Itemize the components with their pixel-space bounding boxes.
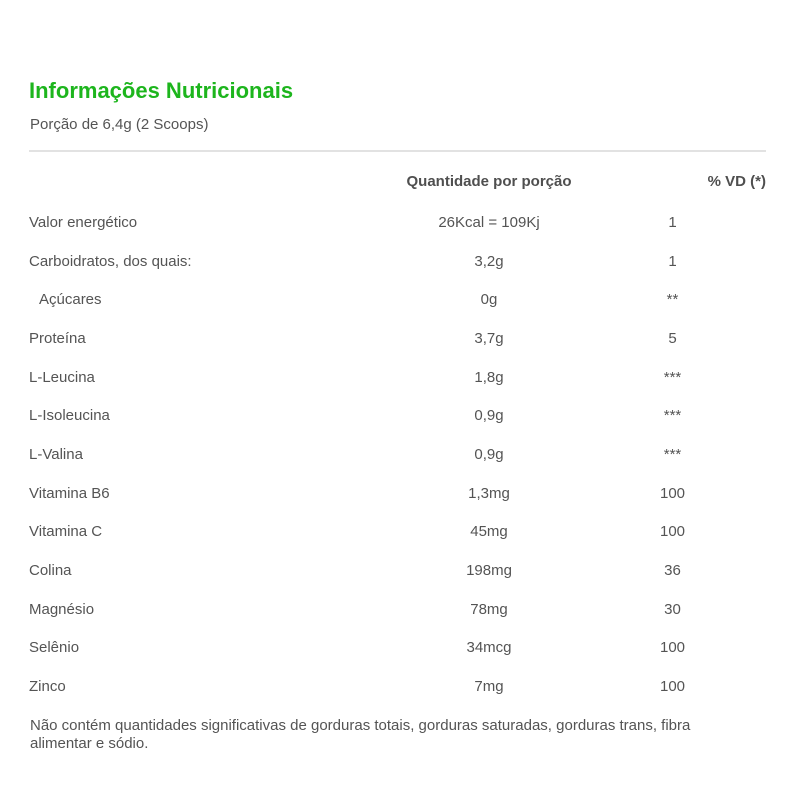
- table-row: [29, 513, 766, 552]
- table-row: [29, 396, 766, 435]
- nutrient-quantity: 0,9g: [474, 407, 504, 425]
- nutrient-label: Zinco: [29, 678, 66, 696]
- nutrient-daily-value: 100: [659, 639, 686, 657]
- nutrient-daily-value: 100: [659, 523, 686, 541]
- nutrition-table: [29, 150, 766, 706]
- nutrient-label: Valor energético: [29, 213, 138, 231]
- nutrient-daily-value: 1: [668, 252, 677, 270]
- nutrient-label: L-Leucina: [29, 368, 95, 386]
- header-spacer: [29, 151, 399, 203]
- nutrient-label: Selênio: [29, 639, 80, 657]
- nutrient-quantity: 1,3mg: [468, 484, 510, 502]
- table-row: [29, 667, 766, 706]
- nutrient-quantity: 3,2g: [474, 252, 504, 270]
- nutrient-label: Carboidratos, dos quais:: [29, 252, 192, 270]
- nutrient-label: Vitamina C: [29, 523, 103, 541]
- nutrient-quantity: 0g: [480, 291, 498, 309]
- nutrient-label: Vitamina B6: [29, 484, 110, 502]
- table-header-row: [29, 151, 766, 203]
- nutrient-daily-value: ***: [663, 445, 682, 463]
- nutrient-quantity: 3,7g: [474, 329, 504, 347]
- nutrient-daily-value: **: [666, 291, 679, 309]
- nutrient-quantity: 34mcg: [466, 639, 512, 657]
- nutrient-daily-value: 1: [668, 213, 677, 231]
- table-row: [29, 590, 766, 629]
- nutrient-daily-value: ***: [663, 368, 682, 386]
- table-row: [29, 319, 766, 358]
- table-row: [29, 242, 766, 281]
- table-row: [29, 280, 766, 319]
- nutrient-label: Colina: [29, 562, 72, 580]
- nutrition-table-body: [29, 203, 766, 706]
- nutrient-label: L-Isoleucina: [29, 407, 110, 425]
- nutrient-quantity: 78mg: [470, 600, 508, 618]
- table-row: [29, 474, 766, 513]
- nutrient-quantity: 0,9g: [474, 445, 504, 463]
- nutrient-label: Proteína: [29, 329, 86, 347]
- table-row: [29, 551, 766, 590]
- nutrient-quantity: 45mg: [470, 523, 508, 541]
- header-quantity-per-serving: Quantidade por porção: [406, 173, 572, 190]
- nutrient-quantity: 7mg: [474, 678, 504, 696]
- footnote: Não contém quantidades significativas de gorduras totais, gorduras saturadas, gorduras trans, fibra alimentar e sódio.: [30, 716, 691, 752]
- table-row: [29, 358, 766, 397]
- nutrient-label: L-Valina: [29, 445, 83, 463]
- nutrient-daily-value: 100: [659, 678, 686, 696]
- nutrient-daily-value: 5: [668, 329, 677, 347]
- nutrient-label: Magnésio: [29, 600, 95, 618]
- nutrient-quantity: 1,8g: [474, 368, 504, 386]
- serving-size: Porção de 6,4g (2 Scoops): [30, 116, 209, 133]
- page-title: Informações Nutricionais: [29, 78, 294, 103]
- nutrient-quantity: 26Kcal = 109Kj: [438, 213, 540, 231]
- table-row: [29, 203, 766, 242]
- nutrient-daily-value: 30: [664, 600, 681, 618]
- header-daily-value: % VD (*): [707, 173, 766, 190]
- nutrient-daily-value: 36: [664, 562, 681, 580]
- nutrient-daily-value: ***: [663, 407, 682, 425]
- table-row: [29, 435, 766, 474]
- table-row: [29, 629, 766, 668]
- nutrient-daily-value: 100: [659, 484, 686, 502]
- nutrient-label: Açúcares: [39, 291, 102, 309]
- nutrient-quantity: 198mg: [466, 562, 512, 580]
